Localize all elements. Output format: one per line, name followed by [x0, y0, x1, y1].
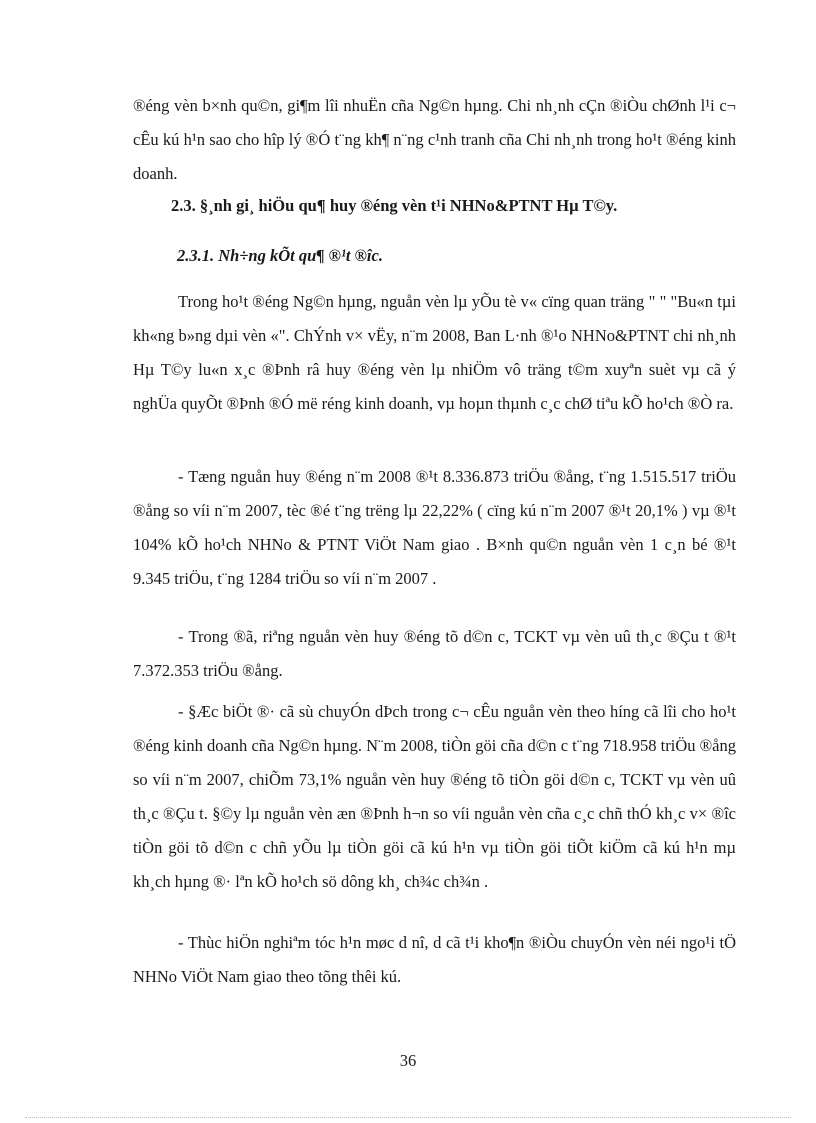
section-heading: 2.3. §¸nh gi¸ hiÖu qu¶ huy ®éng vèn t¹i NHNo&PTNT Hµ T©y. — [171, 196, 618, 215]
paragraph-body-2: - Tæng nguån huy ®éng n¨m 2008 ®¹t 8.336.873 triÖu ®ång, t¨ng 1.515.517 triÖu ®ång so víi n¨m 2007, tèc ®é t¨ng trëng lµ 22,22% ( cïng kú n¨m 2007 ®¹t 20,1% ) vµ ®¹t 104% kÕ ho¹ch NHNo & PTNT ViÖt Nam giao . B×nh qu©n nguån vèn 1 c¸n bé ®¹t 9.345 triÖu, t¨ng 1284 triÖu so víi n¨m 2007 . — [133, 467, 736, 588]
page-bottom-divider — [25, 1117, 791, 1118]
paragraph-body-1: Trong ho¹t ®éng Ng©n hµng, nguån vèn lµ yÕu tè v« cïng quan träng " " "Bu«n tµi kh«ng b»ng dµi vèn «". ChÝnh v× vËy, n¨m 2008, Ban L·nh ®¹o NHNo&PTNT chi nh¸nh Hµ T©y lu«n x¸c ®Þnh râ huy ®éng vèn lµ nhiÖm vô träng t©m xuyªn suèt vµ cã ý nghÜa quyÕt ®Þnh ®Ó më réng kinh doanh, vµ hoµn thµnh c¸c chØ tiªu kÕ ho¹ch ®Ò ra. — [133, 292, 736, 413]
subsection-heading: 2.3.1. Nh÷ng kÕt qu¶ ®¹t ®îc. — [177, 246, 383, 265]
page-number: 36 — [399, 1051, 417, 1070]
paragraph-body-4: - §Æc biÖt ®· cã sù chuyÓn dÞch trong c¬ cÊu nguån vèn theo híng cã lîi cho ho¹t ®éng kinh doanh cña Ng©n hµng. N¨m 2008, tiÒn göi cña d©n c t¨ng 718.958 triÖu ®ång so víi n¨m 2007, chiÕm 73,1% nguån vèn huy ®éng tõ tiÒn göi d©n c, TCKT vµ vèn uû th¸c ®Çu t. §©y lµ nguån vèn æn ®Þnh h¬n so víi nguån vèn cña c¸c chñ thÓ kh¸c v× ®îc tiÒn göi tõ d©n c chñ yÕu lµ tiÒn göi cã kú h¹n vµ tiÒn göi tiÕt kiÖm cã kú h¹n mµ kh¸ch hµng ®· lªn kÕ ho¹ch sö dông kh¸ ch¾c ch¾n . — [133, 702, 736, 891]
paragraph-body-5: - Thùc hiÖn nghiªm tóc h¹n møc d nî, d cã t¹i kho¶n ®iÒu chuyÓn vèn néi ngo¹i tÖ NHNo ViÖt Nam giao theo tõng thêi kú. — [133, 933, 736, 986]
paragraph-intro: ®éng vèn b×nh qu©n, gi¶m lîi nhuËn cña Ng©n hµng. Chi nh¸nh cÇn ®iÒu chØnh l¹i c¬ cÊu kú h¹n sao cho hîp lý ®Ó t¨ng kh¶ n¨ng c¹nh tranh cña Chi nh¸nh trong ho¹t ®éng kinh doanh. — [133, 96, 736, 183]
paragraph-body-3: - Trong ®ã, riªng nguån vèn huy ®éng tõ d©n c, TCKT vµ vèn uû th¸c ®Çu t ®¹t 7.372.353 triÖu ®ång. — [133, 627, 736, 680]
